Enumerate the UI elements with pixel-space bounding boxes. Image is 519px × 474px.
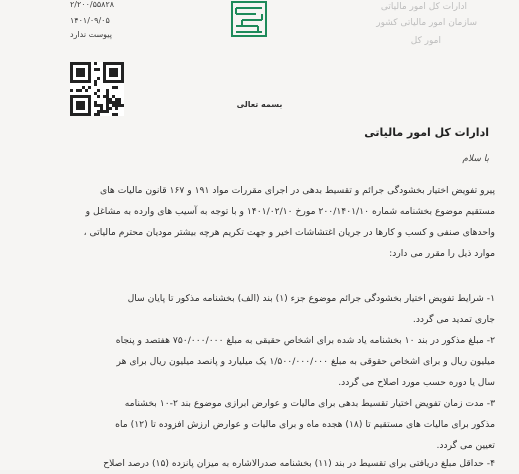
faded-header-line: ادارات کل امور مالیاتی — [380, 2, 467, 12]
item-line: ۲- مبلغ مذکور در بند ۱۰ بخشنامه یاد شده برای اشخاص حقیقی به مبلغ ۷۵۰/۰۰۰/۰۰۰ هفتصد و پنجاه — [115, 335, 495, 346]
item-1 — [33, 288, 495, 330]
item-4 — [33, 453, 495, 474]
item-line: ۴- حداقل مبلغ دریافتی برای تقسیط در بند (۱۱) بخشنامه صدرالاشاره به میزان پانزده (۱۵) درصد اصلاح — [103, 458, 495, 469]
paragraph-line: موارد ذیل را مقرر می دارد: — [389, 248, 495, 259]
paragraph-line: پیرو تفویض اختیار بخشودگی جرائم و تقسیط بدهی در اجرای مقررات مواد ۱۹۱ و ۱۶۷ قانون مالیات های — [99, 185, 495, 196]
salutation: با سلام — [462, 154, 489, 164]
item-line: ۳- مدت زمان تفویض اختیار تقسیط بدهی برای مالیات و عوارض ابرازی موضوع بند ۲-۱۰ بخشنامه — [124, 398, 495, 409]
intro-paragraph — [33, 180, 495, 264]
recipient-title: ادارات کل امور مالیاتی — [364, 126, 489, 139]
bismillah-heading: بسمه تعالی — [236, 100, 283, 109]
item-2 — [33, 330, 495, 393]
item-line: جاری تمدید می گردد. — [412, 314, 495, 325]
paragraph-line: واحدهای صنفی و کسب و کارها در جریان اغتشاشات اخیر و جهت تکریم هرچه بیشتر مودیان محترم مالیاتی ، — [83, 227, 495, 238]
attachment-note: پیوست ندارد — [70, 30, 112, 39]
tax-organization-logo-icon — [228, 0, 270, 40]
paragraph-line: مستقیم موضوع بخشنامه شماره ۲۰۰/۱۴۰۱/۱۰ مورخ ۱۴۰۱/۰۲/۱۰ و با توجه به آسیب های وارده به مشاغل و — [85, 206, 495, 217]
item-line: سال یا دوره حسب مورد اصلاح می گردد. — [338, 377, 495, 388]
faded-header-line: سازمان امور مالیاتی کشور — [376, 18, 477, 28]
item-line: میلیون ریال و برای اشخاص حقوقی به مبلغ ۱/۵۰۰/۰۰۰/۰۰۰ یک میلیارد و پانصد میلیون ریال برای هر — [116, 356, 495, 367]
item-line: تعیین می گردد. — [436, 440, 495, 451]
letter-date: ۱۴۰۱/۰۹/۰۵ — [70, 16, 110, 25]
item-3 — [33, 393, 495, 456]
letter-number: ۲/۲۰۰/۵۵۸۲۸ — [70, 0, 115, 9]
item-line: مذکور برای مالیات های مستقیم تا (۱۸) هجده ماه و برای مالیات و عوارض ارزش افزوده تا (۱۲) ماه — [115, 419, 495, 430]
item-line: ۱- شرایط تفویض اختیار بخشودگی جرائم موضوع جزء (۱) بند (الف) بخشنامه مذکور تا پایان سال — [127, 293, 495, 304]
faded-header-line: امور کل — [410, 36, 441, 46]
